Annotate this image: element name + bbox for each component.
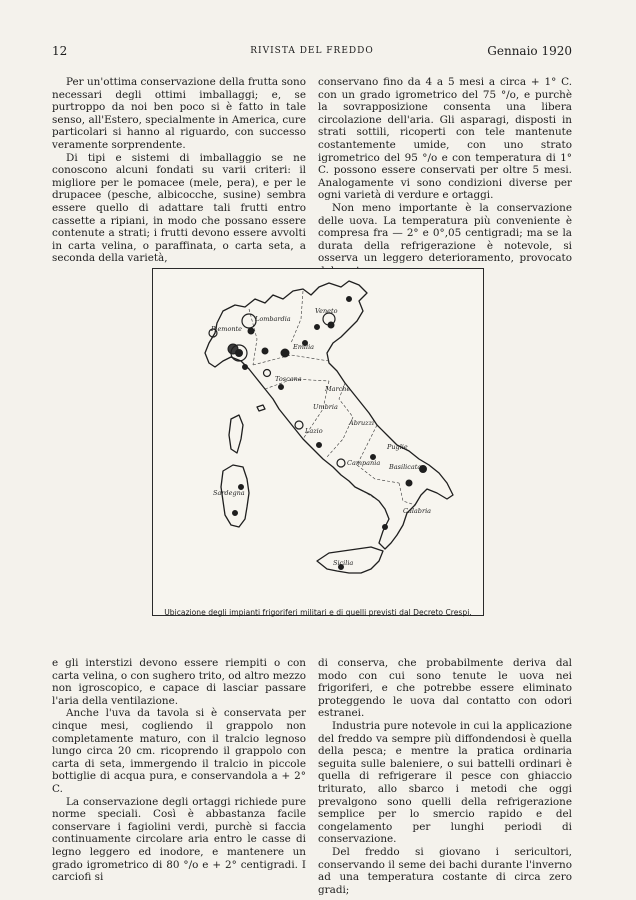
paragraph: La conservazione degli ortaggi richiede pure norme speciali. Così è abbastanza facile conservare i fagiolini verdi, purchè si faccia continuamente circolare aria entro le casse di legno leggero ed inodore, e mantenere un grado igrometrico di 80 °/o e + 2° centigradi. I carciofi si bbox=[52, 795, 306, 884]
planned-plant-marker bbox=[295, 421, 303, 429]
region-label: Basilicata bbox=[389, 463, 422, 471]
page-number: 12 bbox=[52, 44, 68, 58]
column-top-right bbox=[318, 76, 572, 278]
column-top-left bbox=[52, 76, 306, 265]
paragraph: e gli interstizi devono essere riempiti o con carta velina, o con sughero trito, od altro mezzo non igroscopico, e capace di lasciar passare l'aria della ventilazione. bbox=[52, 657, 306, 707]
region-label: Emilia bbox=[293, 343, 315, 351]
figure-caption: Ubicazione degli impianti frigoriferi militari e di quelli previsti dal Decreto Crespi. bbox=[164, 608, 472, 617]
corsica-outline bbox=[229, 415, 243, 453]
region-label: Sardegna bbox=[213, 489, 245, 497]
column-bottom-left bbox=[52, 657, 306, 884]
plant-marker bbox=[383, 525, 388, 530]
region-label: Toscana bbox=[275, 375, 302, 383]
paragraph: Del freddo si giovano i sericultori, conservando il seme dei bachi durante l'inverno ad una temperatura costante di circa zero gradi; bbox=[318, 845, 572, 896]
journal-title: RIVISTA DEL FREDDO bbox=[250, 46, 374, 56]
region-label: Lazio bbox=[305, 427, 323, 435]
paragraph: conservano fino da 4 a 5 mesi a circa + 1° C. con un grado igrometrico del 75 °/o, e purchè la sovrapposizione consenta una libera circolazione dell'aria. Gli asparagi, disposti in strati sottili, ricoperti con tele mantenute costantemente umide, con uno strato igrometrico del 95 °/o e con temperatura di 1° C. possono essere conservati per oltre 5 mesi. Analogamente vi sono condizioni diverse per ogni varietà di verdure e ortaggi. bbox=[318, 76, 572, 202]
paragraph: di conserva, che probabilmente deriva dal modo con cui sono tenute le uova nei frigoriferi, e che potrebbe essere eliminato proteggendo le uova dal contatto con odori estranei. bbox=[318, 657, 572, 720]
region-label: Marche bbox=[325, 385, 351, 393]
plant-marker bbox=[317, 443, 322, 448]
plant-marker bbox=[243, 365, 248, 370]
italy-map bbox=[153, 269, 483, 615]
plant-marker bbox=[248, 328, 254, 334]
region-label: Piemonte bbox=[211, 325, 243, 333]
planned-plant-marker bbox=[242, 314, 256, 328]
region-label: Veneto bbox=[315, 307, 338, 315]
plant-marker bbox=[233, 511, 238, 516]
region-label: Puglie bbox=[387, 443, 408, 451]
border-line bbox=[363, 491, 379, 501]
border-line bbox=[253, 355, 329, 365]
elba-outline bbox=[257, 405, 265, 411]
plant-marker bbox=[279, 385, 284, 390]
plant-marker bbox=[281, 349, 289, 357]
paragraph: Non meno importante è la conservazione delle uova. La temperatura più conveniente è compresa fra — 2° e 0°,05 centigradi; ma se la durata della refrigerazione è notevole, si osserva un leggero deterioramento, provocato bbox=[318, 201, 572, 265]
paragraph: Anche l'uva da tavola si è conservata per cinque mesi, cogliendo il grappolo non completamente maturo, con il tralcio legnoso lungo circa 20 cm. ricoprendo il grappolo con carta di seta, immergendo il tralcio in piccole bottiglie di acqua pura, e conservandola a + 2° C. bbox=[52, 707, 306, 795]
paragraph: Di tipi e sistemi di imballaggio se ne conoscono alcuni fondati su varii criteri: il migliore per le pomacee (mele, pera), e per le drupacee (pesche, albicocche, susine) sembra essere quello di adattare tali frutti entro cassette a ripiani, in modo che possano essere contenute a strati; i frutti devono essere avvolti in carta velina, o paraffinata, o carta seta, a seconda della varietà, bbox=[52, 151, 306, 265]
region-label: Sicilia bbox=[333, 559, 354, 567]
region-label: Campania bbox=[347, 459, 381, 467]
issue-date: Gennaio 1920 bbox=[487, 44, 572, 58]
column-bottom-right bbox=[318, 657, 572, 896]
region-label: Abruzzi bbox=[349, 419, 375, 427]
plant-marker bbox=[262, 348, 268, 354]
page-header bbox=[52, 44, 572, 62]
plant-marker bbox=[406, 480, 412, 486]
paragraph: Industria pure notevole in cui la applicazione del freddo va sempre più diffondendosi è quella della pesca; e mentre la pratica ordinaria seguita sulle baleniere, o sui battelli ordinari è quella di refrigerare il pesce con ghiaccio triturato, allo sbarco i metodi che oggi prevalgono sono quelli della refrigerazione semplice per lo smercio rapido e del congelamento per lunghi periodi di conservazione. bbox=[318, 719, 572, 846]
planned-plant-marker bbox=[337, 459, 345, 467]
region-label: Lombardia bbox=[255, 315, 291, 323]
border-line bbox=[399, 483, 415, 505]
plant-marker bbox=[236, 350, 243, 357]
region-label: Calabria bbox=[403, 507, 432, 515]
paragraph: Per un'ottima conservazione della frutta sono necessari degli ottimi imballaggi; e, se purtroppo da noi ben poco si è fatto in tale senso, all'Estero, specialmente in America, cure particolari si hanno al riguardo, con successo veramente sorprendente. bbox=[52, 76, 306, 151]
planned-plant-marker bbox=[264, 370, 271, 377]
plant-marker bbox=[315, 325, 320, 330]
region-label: Umbria bbox=[313, 403, 338, 411]
border-line bbox=[291, 291, 303, 343]
map-figure bbox=[152, 268, 484, 616]
plant-marker bbox=[347, 297, 352, 302]
